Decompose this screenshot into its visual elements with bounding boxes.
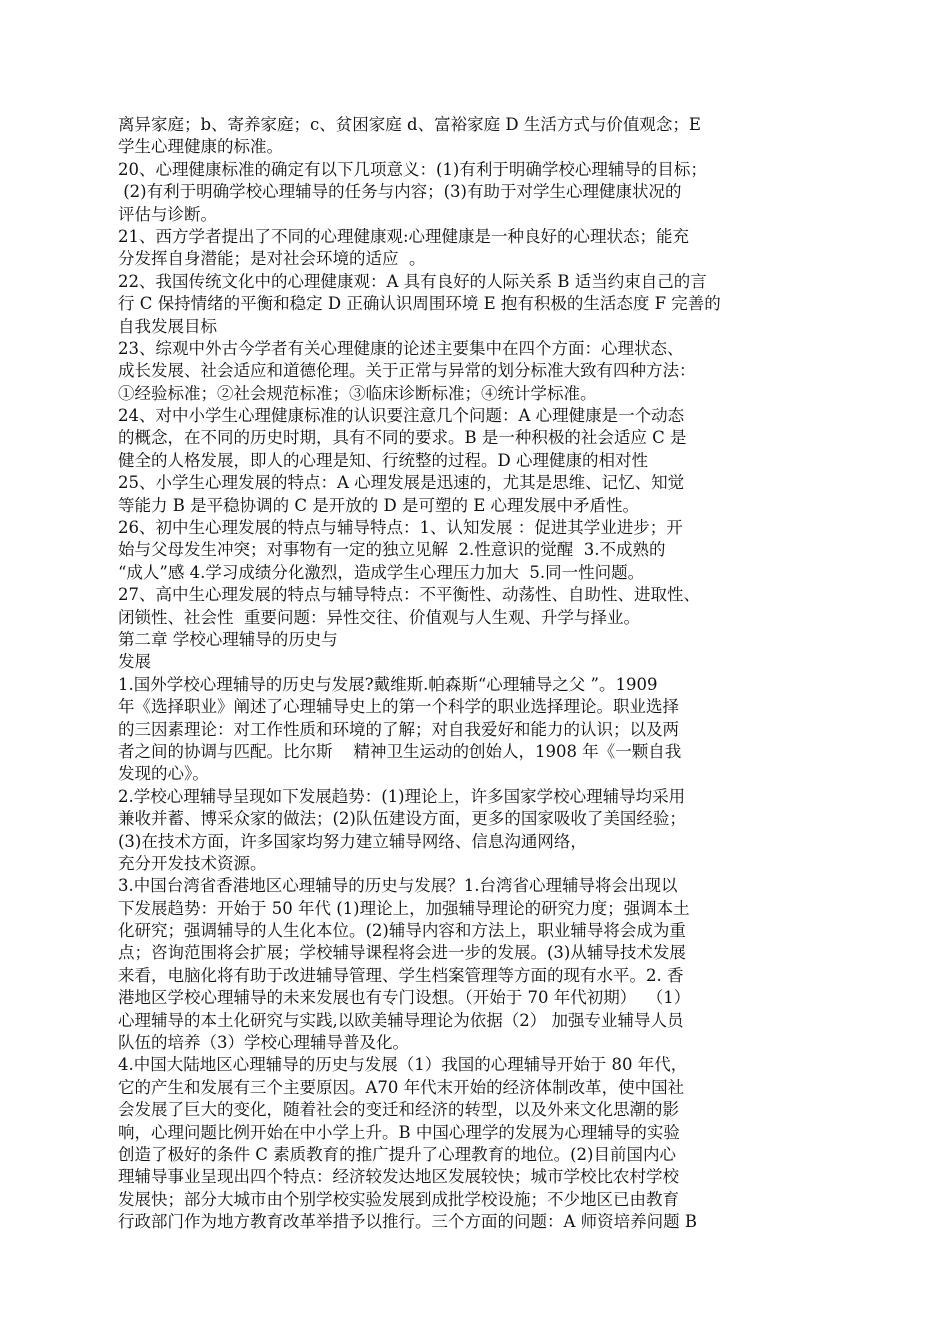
text-line: 学生心理健康的标准。 [118,137,283,157]
text-line: 21、西方学者提出了不同的心理健康观:心理健康是一种良好的心理状态；能充 [118,226,690,246]
text-line: 25、小学生心理发展的特点：A 心理发展是迅速的，尤其是思维、记忆、知觉 [118,473,685,493]
chapter-title: 发展 [118,652,151,672]
text-line: 行政部门作为地方教育改革举措予以推行。三个方面的问题：A 师资培养问题 B [118,1212,698,1232]
text-line: 闭锁性、社会性 重要问题：异性交往、价值观与人生观、升学与择业。 [118,607,640,627]
text-line: 26、初中生心理发展的特点与辅导特点：1、认知发展 ：促进其学业进步；开 [118,518,683,538]
text-line: 等能力 B 是平稳协调的 C 是开放的 D 是可塑的 E 心理发展中矛盾性。 [118,495,639,515]
text-line: 年《选择职业》阐述了心理辅导史上的第一个科学的职业选择理论。职业选择 [118,697,679,717]
text-line: 下发展趋势：开始于 50 年代 (1)理论上，加强辅导理论的研究力度；强调本土 [118,898,690,918]
text-line: 港地区学校心理辅导的未来发展也有专门设想。（开始于 70 年代初期） （1） [118,988,691,1008]
text-line: 始与父母发生冲突；对事物有一定的独立见解 2.性意识的觉醒 3.不成熟的 [118,540,666,560]
chapter-title: 第二章 学校心理辅导的历史与 [118,629,338,649]
text-line: 兼收并蓄、博采众家的做法；(2)队伍建设方面，更多的国家吸收了美国经验； [118,809,686,829]
text-line: 点；咨询范围将会扩展；学校辅导课程将会进一步的发展。(3)从辅导技术发展 [118,943,686,963]
text-line: 理辅导事业呈现出四个特点：经济较发达地区发展较快；城市学校比农村学校 [118,1167,679,1187]
text-line: 健全的人格发展，即人的心理是知、行统整的过程。D 心理健康的相对性 [118,450,648,470]
document-page [118,114,818,1234]
text-line: (2)有利于明确学校心理辅导的任务与内容；(3)有助于对学生心理健康状况的 [118,182,682,202]
text-line: 的三因素理论：对工作性质和环境的了解；对自我爱好和能力的认识；以及两 [118,719,679,739]
text-line: 20、心理健康标准的确定有以下几项意义：(1)有利于明确学校心理辅导的目标； [118,159,707,179]
text-line: 队伍的培养（3）学校心理辅导普及化。 [118,1033,409,1053]
text-line: 充分开发技术资源。 [118,853,267,873]
text-line: 的概念，在不同的历史时期，具有不同的要求。B 是一种积极的社会适应 C 是 [118,428,687,448]
text-line: 来看，电脑化将有助于改进辅导管理、学生档案管理等方面的现有水平。2. 香 [118,965,684,985]
text-line: 1.国外学校心理辅导的历史与发展?戴维斯.帕森斯“心理辅导之父 ”。1909 [118,674,658,694]
text-line: 发展快；部分大城市由个别学校实验发展到成批学校设施；不少地区已由教育 [118,1189,679,1209]
text-line: 心理辅导的本土化研究与实践,以欧美辅导理论为依据（2） 加强专业辅导人员 [118,1010,684,1030]
text-line: 自我发展目标 [118,316,217,336]
text-line: 它的产生和发展有三个主要原因。A70 年代末开始的经济体制改革，使中国社 [118,1077,685,1097]
text-line: 23、综观中外古今学者有关心理健康的论述主要集中在四个方面：心理状态、 [118,338,684,358]
text-line: 27、高中生心理发展的特点与辅导特点：不平衡性、动荡性、自助性、进取性、 [118,585,700,605]
text-line: 2.学校心理辅导呈现如下发展趋势：(1)理论上，许多国家学校心理辅导均采用 [118,786,686,806]
text-line: (3)在技术方面，许多国家均努力建立辅导网络、信息沟通网络， [118,831,587,851]
text-line: 发现的心》。 [118,764,209,784]
text-line: 行 C 保持情绪的平衡和稳定 D 正确认识周围环境 E 抱有积极的生活态度 F 完善的 [118,294,721,314]
text-line: 4.中国大陆地区心理辅导的历史与发展（1）我国的心理辅导开始于 80 年代， [118,1055,688,1075]
text-line: 3.中国台湾省香港地区心理辅导的历史与发展？1.台湾省心理辅导将会出现以 [118,876,678,896]
text-line: 者之间的协调与匹配。比尔斯 精神卫生运动的创始人，1908 年《一颗自我 [118,741,682,761]
text-line: 响，心理问题比例开始在中小学上升。B 中国心理学的发展为心理辅导的实验 [118,1122,680,1142]
text-line: ①经验标准；②社会规范标准；③临床诊断标准；④统计学标准。 [118,383,597,403]
text-line: 24、对中小学生心理健康标准的认识要注意几个问题：A 心理健康是一个动态 [118,406,685,426]
text-line: 离异家庭；b、寄养家庭；c、贫困家庭 d、富裕家庭 D 生活方式与价值观念；E [118,115,701,134]
text-line: 评估与诊断。 [118,204,217,224]
text-line: 成长发展、社会适应和道德伦理。关于正常与异常的划分标准大致有四种方法： [118,361,696,381]
text-line: 化研究；强调辅导的人生化本位。(2)辅导内容和方法上，职业辅导将会成为重 [118,921,686,941]
text-line: 分发挥自身潜能；是对社会环境的适应 。 [118,249,426,269]
text-line: 22、我国传统文化中的心理健康观：A 具有良好的人际关系 B 适当约束自己的言 [118,271,707,291]
text-line: 会发展了巨大的变化，随着社会的变迁和经济的转型，以及外来文化思潮的影 [118,1100,679,1120]
text-line: 创造了极好的条件 C 素质教育的推广提升了心理教育的地位。(2)目前国内心 [118,1144,676,1164]
text-line: “成人”感 4.学习成绩分化激烈，造成学生心理压力加大 5.同一性问题。 [118,562,645,582]
